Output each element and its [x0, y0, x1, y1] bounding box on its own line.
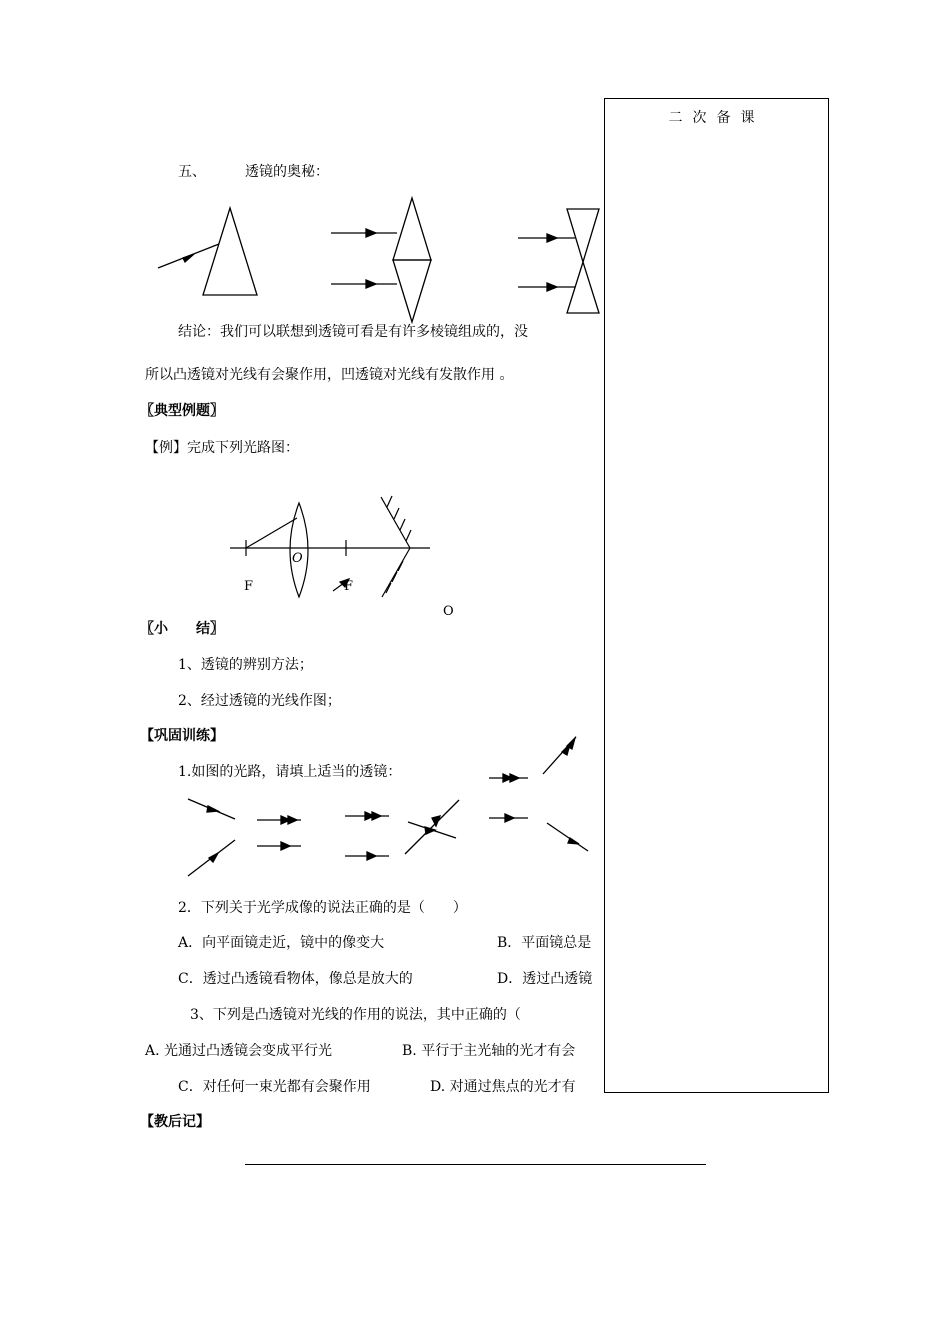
q3-option-a: A. 光通过凸透镜会变成平行光	[145, 1043, 333, 1059]
label-f-left: F	[244, 579, 254, 594]
label-o-mirror: O	[443, 604, 454, 619]
practice-question-3: 3、下列是凸透镜对光线的作用的说法，其中正确的（	[190, 1007, 521, 1023]
examples-title: 〖典型例题〗	[140, 403, 224, 419]
q2-option-b: B．平面镜总是	[497, 935, 592, 951]
label-f-right: F	[344, 579, 354, 594]
q3-option-c: C．对任何一束光都有会聚作用	[178, 1079, 371, 1095]
label-o-center: O	[292, 551, 303, 566]
section-number: 五、	[178, 164, 206, 180]
practice-question-1: 1.如图的光路，请填上适当的透镜：	[178, 764, 402, 780]
q2-option-d: D．透过凸透镜	[497, 971, 593, 987]
conclusion-line-1: 结论：我们可以联想到透镜可看是有许多棱镜组成的，没	[178, 324, 528, 340]
practice-question-2: 2．下列关于光学成像的说法正确的是（ ）	[178, 900, 467, 916]
afterword-line	[245, 1164, 706, 1165]
secondary-prep-title: 二次备课	[668, 110, 765, 126]
q3-option-b: B. 平行于主光轴的光才有会	[402, 1043, 576, 1059]
q3-option-d: D. 对通过焦点的光才有	[430, 1079, 576, 1095]
summary-item-2: 2、经过透镜的光线作图；	[178, 693, 341, 709]
practice-title: 【巩固训练】	[140, 728, 224, 744]
example-question: 【例】完成下列光路图：	[145, 440, 299, 456]
summary-title: 〖小 结〗	[140, 621, 224, 637]
afterword-title: 【教后记】	[140, 1114, 210, 1130]
q2-option-a: A．向平面镜走近，镜中的像变大	[178, 935, 385, 951]
conclusion-line-2: 所以凸透镜对光线有会聚作用，凹透镜对光线有发散作用 。	[145, 367, 514, 383]
section-heading: 透镜的奥秘：	[245, 164, 329, 180]
q2-option-c: C．透过凸透镜看物体，像总是放大的	[178, 971, 413, 987]
summary-item-1: 1、透镜的辨别方法；	[178, 657, 313, 673]
